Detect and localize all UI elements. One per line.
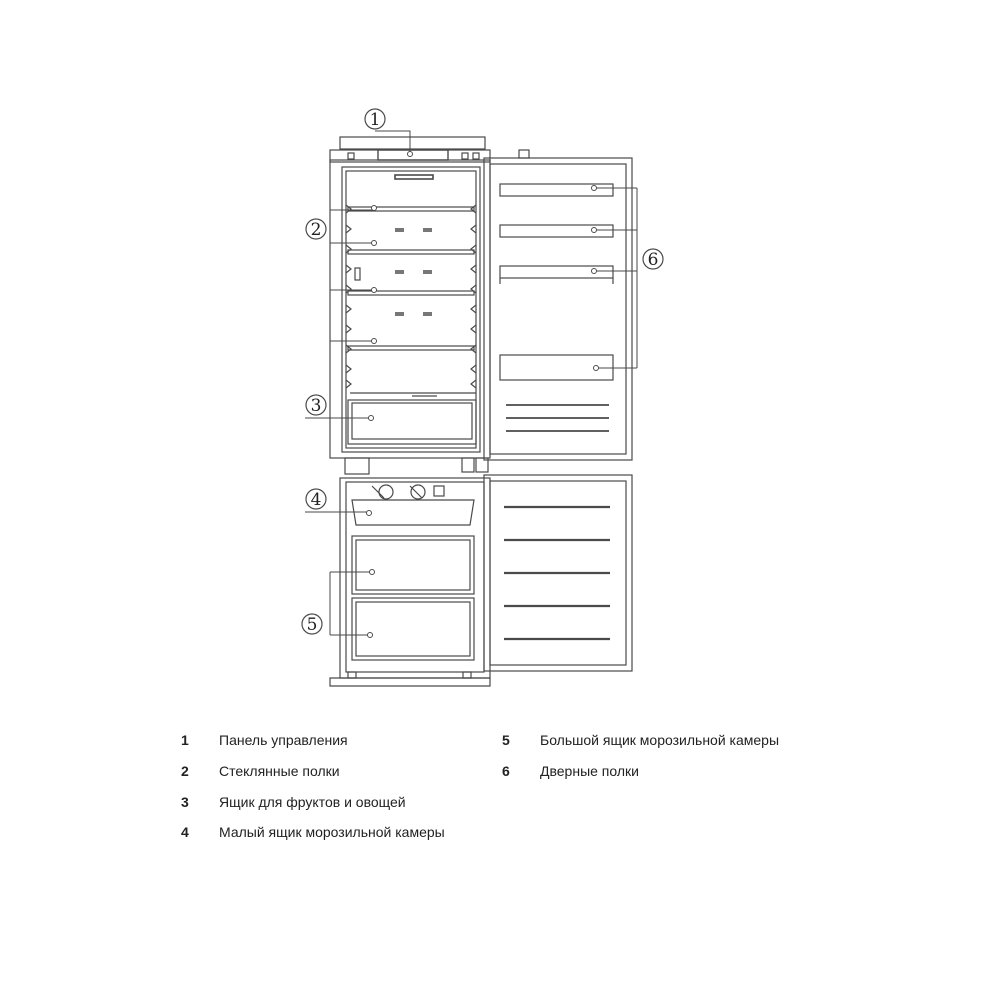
door-shelves (500, 184, 613, 431)
svg-text:6: 6 (647, 250, 659, 270)
legend-label: Ящик для фруктов и овощей (219, 794, 406, 810)
legend-number: 2 (181, 763, 189, 779)
svg-text:5: 5 (306, 615, 318, 635)
callout-2 (306, 219, 326, 240)
svg-text:4: 4 (310, 490, 322, 510)
svg-text:1: 1 (369, 110, 381, 130)
callout-1 (365, 109, 385, 130)
glass-shelves (348, 207, 474, 350)
legend-label: Малый ящик морозильной камеры (219, 824, 445, 840)
freezer-door (484, 475, 632, 671)
legend-number: 4 (181, 824, 189, 840)
legend-label: Панель управления (219, 732, 348, 748)
callout-4 (306, 489, 326, 510)
svg-text:3: 3 (310, 396, 322, 416)
leader-dots (367, 152, 599, 638)
large-freezer-drawers (352, 536, 474, 660)
svg-text:2: 2 (310, 220, 322, 240)
legend-label: Стеклянные полки (219, 763, 340, 779)
legend-label: Дверные полки (540, 763, 639, 779)
legend (0, 728, 1000, 858)
callout-5 (302, 614, 322, 635)
legend-number: 3 (181, 794, 189, 810)
legend-label: Большой ящик морозильной камеры (540, 732, 780, 748)
callout-3 (306, 395, 326, 416)
fridge-compartment (330, 160, 490, 458)
legend-number: 1 (181, 732, 189, 748)
legend-number: 5 (502, 732, 510, 748)
legend-number: 6 (502, 763, 510, 779)
middle-divider (345, 458, 488, 474)
callout-6 (643, 249, 663, 270)
